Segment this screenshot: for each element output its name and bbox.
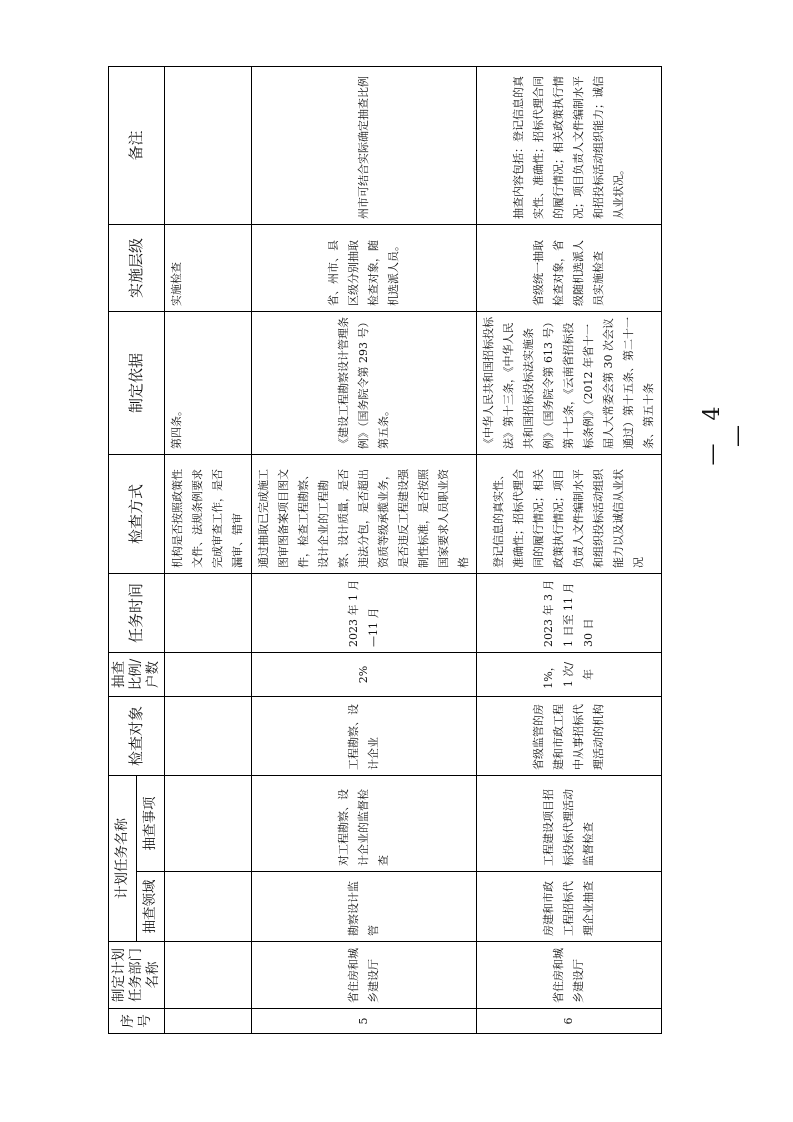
cell-method: 通过抽取已完成施工图审图备案项目图文件，检查工程勘察、设计企业的工程勘察、设计质量，是否违法分包，是否超出资质等级承揽业务，是否违反工程建设强制性标准，是否按照国家要求人员职业资格 [252, 455, 477, 574]
cell-seq: 6 [477, 1009, 662, 1034]
cell-item: 对工程勘察、设计企业的监督检查 [252, 776, 477, 872]
header-task-group: 计划任务名称 [109, 776, 137, 942]
header-seq: 序号 [109, 1009, 165, 1034]
header-item: 抽查事项 [137, 776, 165, 872]
cell-field: 房建和市政工程招标代理企业抽查 [477, 872, 662, 942]
cell-dept [165, 942, 252, 1009]
cell-time [165, 574, 252, 653]
cell-level: 省级统一抽取检查对象，省级随机选派人员实施检查 [477, 225, 662, 312]
header-level: 实施层级 [109, 225, 165, 312]
cell-item: 工程建设项目招标投标代理活动监督检查 [477, 776, 662, 872]
table-row [477, 67, 662, 1034]
page-number: — 4 — [700, 398, 750, 466]
cell-seq: 5 [252, 1009, 477, 1034]
cell-field: 勘察设计监管 [252, 872, 477, 942]
cell-time: 2023 年 3 月 1 日至 11 月 30 日 [477, 574, 662, 653]
cell-dept: 省住房和城乡建设厅 [252, 942, 477, 1009]
cell-level: 省、州市、县区级分别抽取检查对象，随机选派人员。 [252, 225, 477, 312]
cell-dept: 省住房和城乡建设厅 [477, 942, 662, 1009]
cell-target [165, 697, 252, 776]
cell-target: 工程勘察、设计企业 [252, 697, 477, 776]
cell-ratio [165, 653, 252, 697]
header-method: 检查方式 [109, 455, 165, 574]
cell-target: 省级监管的房建和市政工程中从事招标代理活动的机构 [477, 697, 662, 776]
cell-basis: 《中华人民共和国招标投标法》第十三条，《中华人民共和国招标投标法实施条例》（国务院令第 613 号）第十七条，《云南省招标投标条例》（2012 年省十一届人大常委会第 30 次会议通过）第十五条、第二十一条、第五十条 [477, 312, 662, 455]
cell-basis: 第四条。 [165, 312, 252, 455]
cell-remark: 抽查内容包括：登记信息的真实性、准确性；招标代理合同的履行情况；相关政策执行情况；项目负责人文件编制水平和招投标活动组织能力；诚信从业状况。 [477, 67, 662, 225]
header-time: 任务时间 [109, 574, 165, 653]
header-basis: 制定依据 [109, 312, 165, 455]
cell-method: 机构是否按照政策性文件、法规条例要求完成审查工作，是否漏审、错审 [165, 455, 252, 574]
header-remark: 备注 [109, 67, 165, 225]
cell-ratio: 2% [252, 653, 477, 697]
cell-ratio: 1%，1 次/年 [477, 653, 662, 697]
cell-basis: 《建设工程勘察设计管理条例》（国务院令第 293 号）第五条。 [252, 312, 477, 455]
cell-field [165, 872, 252, 942]
header-ratio: 抽查比例/户数 [109, 653, 165, 697]
header-dept: 制定计划任务部门名称 [109, 942, 165, 1009]
cell-item [165, 776, 252, 872]
cell-method: 登记信息的真实性、准确性；招标代理合同的履行情况；相关政策执行情况；项目负责人文件编制水平和组织投标活动组织能力以及诚信从业状况 [477, 455, 662, 574]
header-row-1 [109, 67, 137, 1034]
header-target: 检查对象 [109, 697, 165, 776]
cell-level: 实施检查 [165, 225, 252, 312]
header-field: 抽查领域 [137, 872, 165, 942]
cell-remark [165, 67, 252, 225]
cell-remark: 州市可结合实际确定抽查比例 [252, 67, 477, 225]
cell-time: 2023 年 1 月—11 月 [252, 574, 477, 653]
inspection-plan-table [108, 66, 662, 1034]
cell-seq [165, 1009, 252, 1034]
table-row [252, 67, 477, 1034]
table-row [165, 67, 252, 1034]
